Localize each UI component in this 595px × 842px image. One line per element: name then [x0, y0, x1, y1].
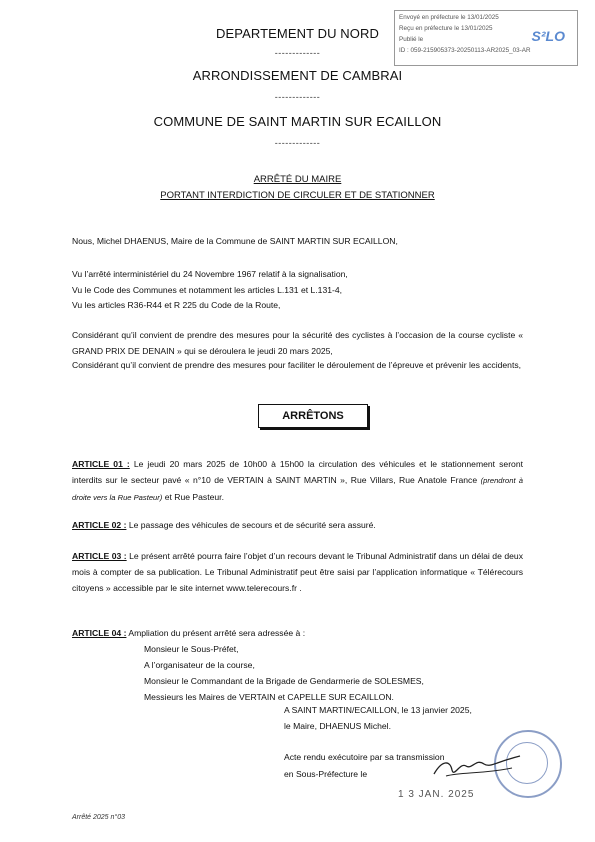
signature-place-date: A SAINT MARTIN/ECAILLON, le 13 janvier 2025, [284, 705, 472, 715]
article-01-end: et Rue Pasteur. [162, 492, 224, 502]
decree-subtitle: PORTANT INTERDICTION DE CIRCULER ET DE STATIONNER [160, 190, 435, 201]
article-04-label: ARTICLE 04 : [72, 628, 127, 638]
stamp-published: Publié le [399, 36, 424, 43]
article-02-label: ARTICLE 02 : [72, 520, 127, 530]
article-04 [72, 625, 523, 641]
stamp-sent: Envoyé en préfecture le 13/01/2025 [399, 14, 499, 21]
list-item: A l’organisateur de la course, [144, 660, 255, 670]
s2lo-logo: S²LO [531, 28, 565, 44]
vu-line: Vu le Code des Communes et notamment les articles L.131 et L.131-4, [72, 285, 343, 295]
vu-line: Vu les articles R36-R44 et R 225 du Code de la Route, [72, 300, 281, 310]
article-04-text: Ampliation du présent arrêté sera adressée à : [126, 628, 306, 638]
acte-executoire-2: en Sous-Préfecture le [284, 769, 368, 779]
signature-signer: le Maire, DHAENUS Michel. [284, 721, 391, 731]
stamp-id: ID : 059-215905373-20250113-AR2025_03-AR [399, 47, 531, 54]
departement-heading: DEPARTEMENT DU NORD [216, 26, 379, 41]
stamp-received: Reçu en préfecture le 13/01/2025 [399, 25, 493, 32]
date-stamp: 1 3 JAN. 2025 [398, 789, 475, 800]
article-01-note: (prendront à droite vers la Rue Pasteur) [72, 476, 523, 502]
list-item: Messieurs les Maires de VERTAIN et CAPELLE SUR ECAILLON. [144, 692, 394, 702]
article-01 [72, 456, 523, 506]
article-01-text: Le jeudi 20 mars 2025 de 10h00 à 15h00 la circulation des véhicules et le stationnement seront interdits sur le secteur pavé « n°10 de VERTAIN à SAINT MARTIN », Rue Villars, Rue Anatole France [72, 459, 524, 485]
recipient-list [144, 641, 524, 705]
acte-executoire-1: Acte rendu exécutoire par sa transmission [284, 752, 445, 762]
article-03-label: ARTICLE 03 : [72, 551, 127, 561]
commune-heading: COMMUNE DE SAINT MARTIN SUR ECAILLON [153, 114, 442, 129]
arretons-box: ARRÊTONS [258, 404, 368, 428]
article-02 [72, 517, 523, 533]
list-item: Monsieur le Sous-Préfet, [144, 644, 239, 654]
separator: ------------- [274, 138, 321, 148]
document-reference: Arrêté 2025 n°03 [72, 814, 126, 821]
decree-title: ARRÊTÉ DU MAIRE [253, 174, 342, 185]
list-item: Monsieur le Commandant de la Brigade de Gendarmerie de SOLESMES, [144, 676, 424, 686]
vu-line: Vu l’arrêté interministériel du 24 Novembre 1967 relatif à la signalisation, [72, 269, 348, 279]
article-02-text: Le passage des véhicules de secours et de sécurité sera assuré. [126, 520, 376, 530]
handwritten-signature-icon [432, 752, 522, 782]
considerant-2: Considérant qu’il convient de prendre des mesures pour faciliter le déroulement de l’épreuve et prévenir les accidents, [72, 360, 522, 370]
separator: ------------- [274, 92, 321, 102]
preamble-nous: Nous, Michel DHAENUS, Maire de la Commune de SAINT MARTIN SUR ECAILLON, [72, 236, 398, 246]
separator: ------------- [274, 48, 321, 58]
arrondissement-heading: ARRONDISSEMENT DE CAMBRAI [192, 68, 403, 83]
article-01-label: ARTICLE 01 : [72, 459, 130, 469]
article-03 [72, 548, 523, 596]
considerant-1: Considérant qu’il convient de prendre des mesures pour la sécurité des cyclistes à l’occasion de la course cycliste « GRAND PRIX DE DENAIN » qui se déroulera le jeudi 20 mars 2025, [72, 330, 523, 356]
article-03-text: Le présent arrêté pourra faire l’objet d’un recours devant le Tribunal Administratif dans un délai de deux mois à compter de sa publication. Le Tribunal Administratif peut être saisi par l’application informatique « Télérecours citoyens » accessible par le site internet www.telerecours.fr . [72, 551, 523, 593]
